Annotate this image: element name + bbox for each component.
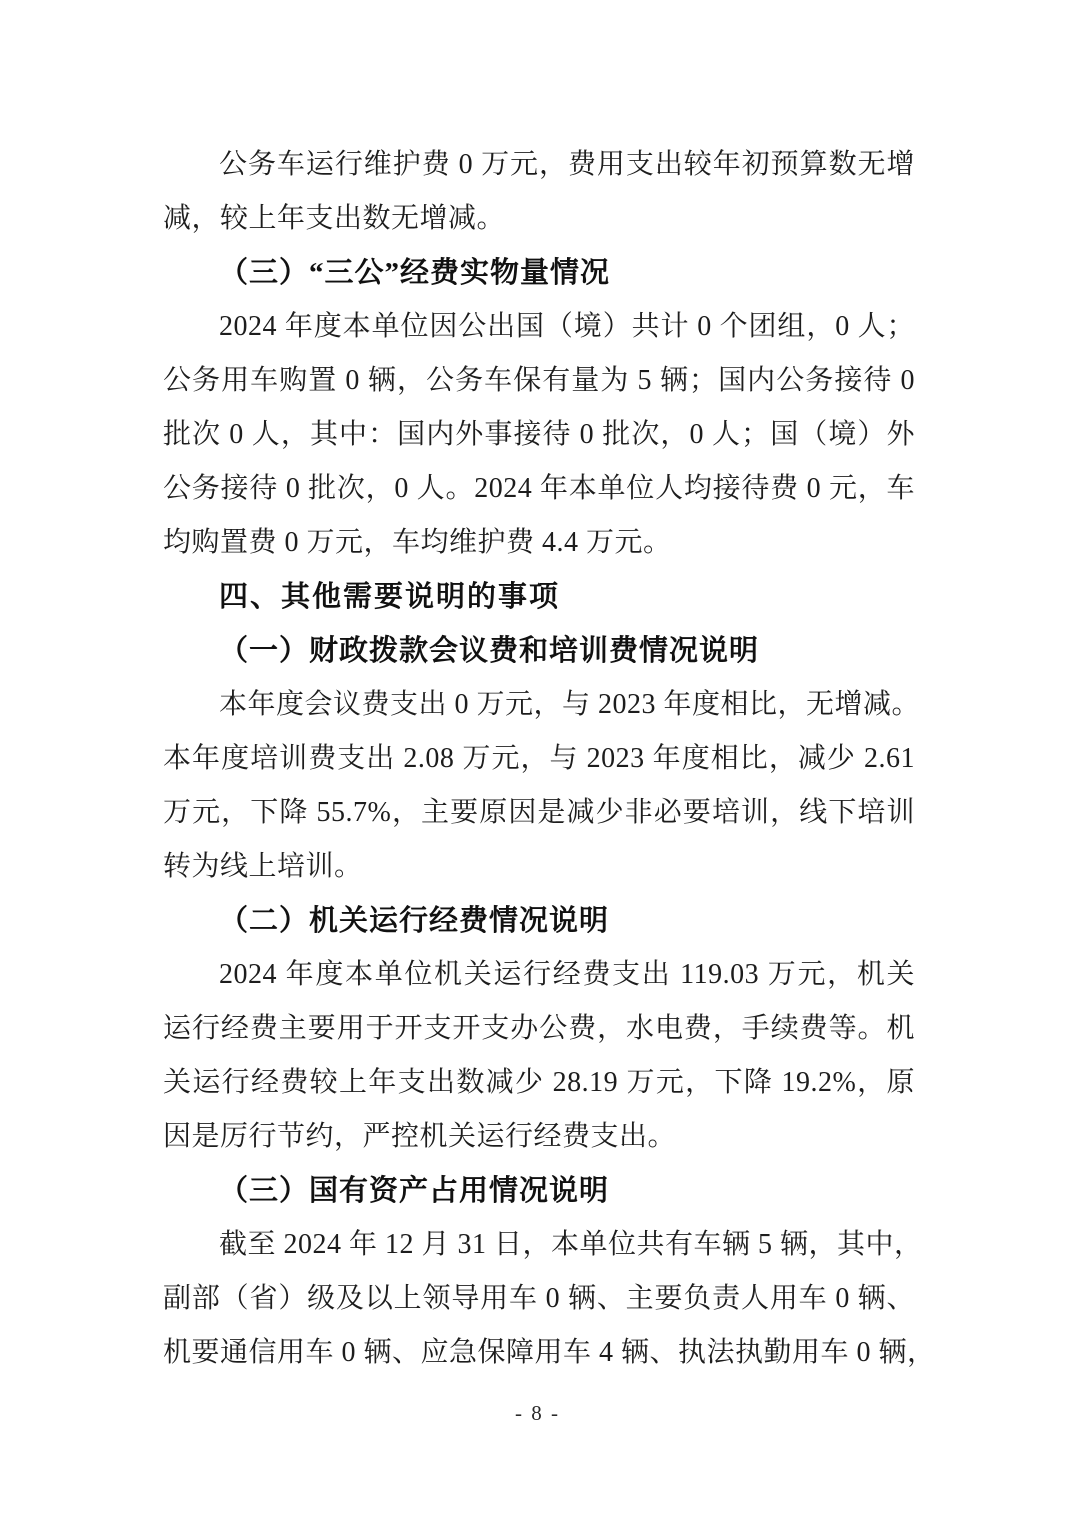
heading-three-public-funds-physical: （三）“三公”经费实物量情况 [219,257,611,289]
para-three-public-funds-detail-line-2: 公务用车购置 0 辆，公务车保有量为 5 辆；国内公务接待 0 [163,365,915,396]
heading-state-owned-assets: （三）国有资产占用情况说明 [219,1175,610,1207]
para-agency-operating-expense-line-2: 运行经费主要用于开支开支办公费，水电费，手续费等。机 [163,1013,915,1044]
document-content [163,138,936,1380]
para-meeting-training-fees [163,678,921,894]
para-three-public-funds-detail-line-4: 公务接待 0 批次，0 人。2024 年本单位人均接待费 0 元，车 [163,473,915,504]
para-state-owned-assets-line-2: 副部（省）级及以上领导用车 0 辆、主要负责人用车 0 辆、 [163,1283,915,1314]
para-official-vehicle-maintenance-line-1: 公务车运行维护费 0 万元，费用支出较年初预算数无增 [219,149,915,180]
para-three-public-funds-detail [163,300,915,570]
page-number: - 8 - [515,1401,560,1425]
para-official-vehicle-maintenance [163,138,915,246]
heading-agency-operating-expense: （二）机关运行经费情况说明 [219,905,610,937]
para-agency-operating-expense-line-4: 因是厉行节约，严控机关运行经费支出。 [163,1121,677,1152]
para-meeting-training-fees-line-2: 本年度培训费支出 2.08 万元，与 2023 年度相比，减少 2.61 [163,743,915,774]
para-state-owned-assets-line-3: 机要通信用车 0 辆、应急保障用车 4 辆、执法执勤用车 0 辆， [163,1337,936,1368]
para-state-owned-assets [163,1218,936,1380]
heading-meeting-training-fees: （一）财政拨款会议费和培训费情况说明 [219,635,760,667]
para-meeting-training-fees-line-1: 本年度会议费支出 0 万元，与 2023 年度相比，无增减。 [219,689,921,720]
para-meeting-training-fees-line-3: 万元，下降 55.7%，主要原因是减少非必要培训，线下培训 [163,797,915,828]
para-official-vehicle-maintenance-line-2: 减，较上年支出数无增减。 [163,203,506,234]
para-three-public-funds-detail-line-3: 批次 0 人，其中：国内外事接待 0 批次，0 人；国（境）外 [163,419,915,450]
para-three-public-funds-detail-line-1: 2024 年度本单位因公出国（境）共计 0 个团组，0 人； [219,311,915,342]
heading-section-four-other-matters: 四、其他需要说明的事项 [219,581,561,613]
para-three-public-funds-detail-line-5: 均购置费 0 万元，车均维护费 4.4 万元。 [163,527,672,558]
para-meeting-training-fees-line-4: 转为线上培训。 [163,851,363,882]
para-agency-operating-expense [163,948,915,1164]
para-agency-operating-expense-line-1: 2024 年度本单位机关运行经费支出 119.03 万元，机关 [219,959,915,990]
para-state-owned-assets-line-1: 截至 2024 年 12 月 31 日，本单位共有车辆 5 辆，其中， [219,1229,923,1260]
para-agency-operating-expense-line-3: 关运行经费较上年支出数减少 28.19 万元，下降 19.2%，原 [163,1067,915,1098]
